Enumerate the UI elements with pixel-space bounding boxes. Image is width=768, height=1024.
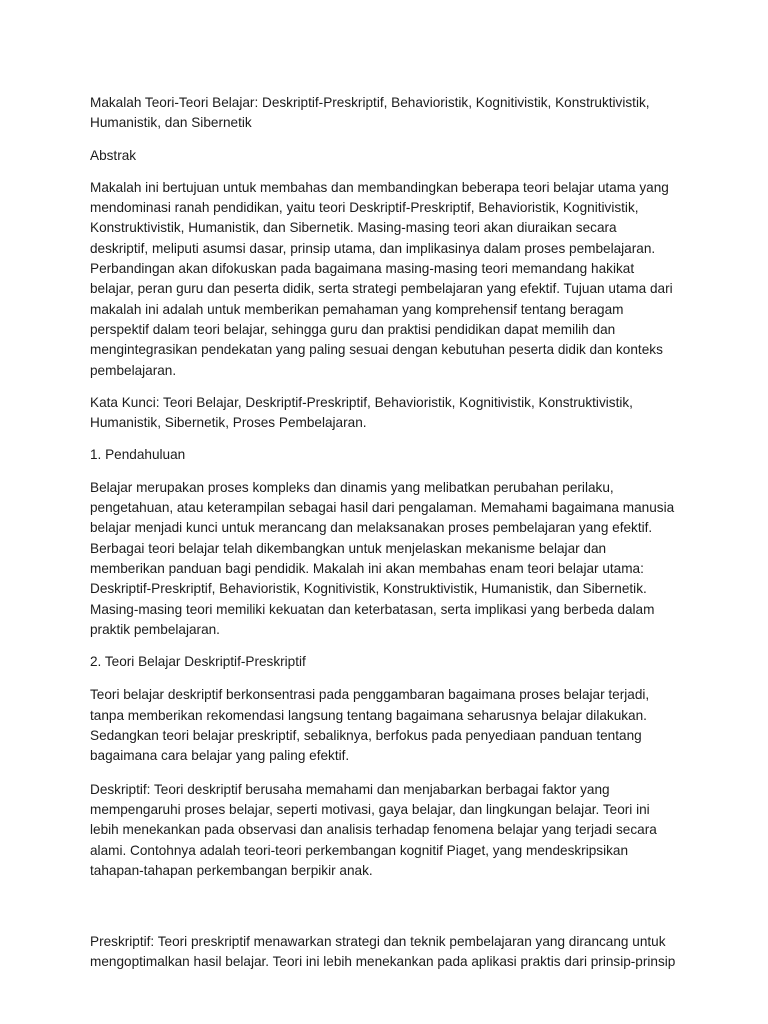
abstract-heading: Abstrak (90, 147, 137, 163)
preskriptif-paragraph: Preskriptif: Teori preskriptif menawarkan strategi dan teknik pembelajaran yang dirancang untuk mengoptimalkan hasil belajar. Teori ini lebih menekankan pada aplikasi praktis dari prinsip-prinsip (90, 934, 676, 970)
document-title: Makalah Teori-Teori Belajar: Deskriptif-Preskriptif, Behavioristik, Kognitivistik, Konstruktivistik, Humanistik, dan Sibernetik (90, 95, 650, 131)
section-1-heading: 1. Pendahuluan (90, 447, 186, 463)
section-2-paragraph: Teori belajar deskriptif berkonsentrasi pada penggambaran bagaimana proses belajar terjadi, tanpa memberikan rekomendasi langsung tentang bagaimana seharusnya belajar dilakukan. Sedangkan teori belajar preskriptif, sebaliknya, berfokus pada penyediaan panduan tentang bagaimana cara belajar yang paling efektif. (90, 687, 650, 764)
keywords-paragraph: Kata Kunci: Teori Belajar, Deskriptif-Preskriptif, Behavioristik, Kognitivistik, Konstruktivistik, Humanistik, Sibernetik, Proses Pembelajaran. (90, 394, 633, 431)
section-2-heading: 2. Teori Belajar Deskriptif-Preskriptif (90, 654, 306, 670)
abstract-paragraph: Makalah ini bertujuan untuk membahas dan membandingkan beberapa teori belajar utama yang mendominasi ranah pendidikan, yaitu teori Deskriptif-Preskriptif, Behavioristik, Kognitivistik, Konstruktivistik, Humanistik, dan Sibernetik. Masing-masing teori akan diuraikan secara deskriptif, meliputi asumsi dasar, prinsip utama, dan implikasinya dalam proses pembelajaran. Perbandingan akan difokuskan pada bagaimana masing-masing teori memandang hakikat belajar, peran guru dan peserta didik, serta strategi pembelajaran yang efektif. Tujuan utama dari makalah ini adalah untuk memberikan pemahaman yang komprehensif tentang beragam perspektif dalam teori belajar, sehingga guru dan praktisi pendidikan dapat memilih dan mengintegrasikan pendekatan yang paling sesuai dengan kebutuhan peserta didik dan konteks pembelajaran. (90, 179, 673, 378)
deskriptif-paragraph: Deskriptif: Teori deskriptif berusaha memahami dan menjabarkan berbagai faktor yang mempengaruhi proses belajar, seperti motivasi, gaya belajar, dan lingkungan belajar. Teori ini lebih menekankan pada observasi dan analisis terhadap fenomena belajar yang terjadi secara alami. Contohnya adalah teori-teori perkembangan kognitif Piaget, yang mendeskripsikan tahapan-tahapan perkembangan berpikir anak. (90, 781, 657, 878)
section-1-paragraph: Belajar merupakan proses kompleks dan dinamis yang melibatkan perubahan perilaku, pengetahuan, atau keterampilan sebagai hasil dari pengalaman. Memahami bagaimana manusia belajar menjadi kunci untuk merancang dan melaksanakan proses pembelajaran yang efektif. Berbagai teori belajar telah dikembangkan untuk menjelaskan mekanisme belajar dan memberikan panduan bagi pendidik. Makalah ini akan membahas enam teori belajar utama: Deskriptif-Preskriptif, Behavioristik, Kognitivistik, Konstruktivistik, Humanistik, dan Sibernetik. Masing-masing teori memiliki kekuatan dan keterbatasan, serta implikasi yang berbeda dalam praktik pembelajaran. (90, 479, 675, 637)
